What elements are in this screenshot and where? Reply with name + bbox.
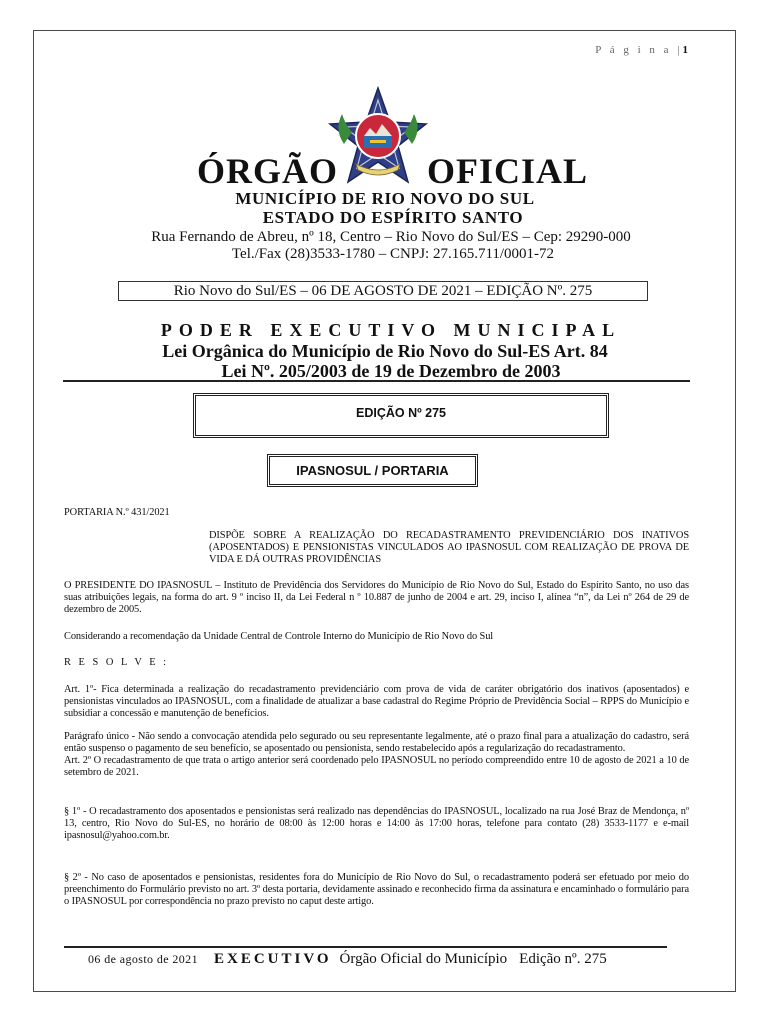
address-line: Rua Fernando de Abreu, nº 18, Centro – Rio Novo do Sul/ES – Cep: 29290-000	[151, 229, 631, 245]
considerando-paragraph: Considerando a recomendação da Unidade Central de Controle Interno do Município de Rio Novo do Sul	[64, 631, 494, 642]
page-label: P á g i n a |	[595, 44, 683, 56]
edition-date-box: Rio Novo do Sul/ES – 06 DE AGOSTO DE 2021 – EDIÇÃO Nº. 275	[118, 281, 648, 301]
coat-of-arms-emblem	[326, 86, 430, 190]
section-box: IPASNOSUL / PORTARIA	[267, 454, 478, 487]
section-2-paragraph: § 2º - No caso de aposentados e pensionistas, residentes fora do Município de Rio Novo do Sul, o recadastramento poderá ser efetuado por meio do preenchimento do Formulário previsto no art. 3º desta portaria, devidamente assinado e reconhecido firma da assinatura e encaminhado o formulário para o IPASNOSUL por correspondência no prazo previsto no caput deste artigo.	[64, 872, 689, 907]
page-footer	[88, 950, 607, 968]
footer-orgao: Órgão Oficial do Município	[339, 951, 508, 967]
section-1-paragraph: § 1º - O recadastramento dos aposentados e pensionistas será realizado nas dependências do IPASNOSUL, localizado na rua José Braz de Mendonça, nº 13, centro, Rio Novo do Sul-ES, no horário de 08:00 às 12:00 horas e 14:00 às 17:00 horas, telefone para contato (28) 3533-1177 e e-mail ipasnosul@yahoo.com.br.	[64, 806, 689, 841]
lei-organica-line: Lei Orgânica do Município de Rio Novo do Sul-ES Art. 84	[162, 341, 608, 361]
article-1-paragraph: Art. 1º- Fica determinada a realização do recadastramento previdenciário com prova de vida de caráter obrigatório dos inativos (aposentados) e pensionistas vinculados ao IPASNOSUL, com a finalidade de atualizar a base cadastral do Regime Próprio de Previdência Social – RPPS do Município e subsidiar a concessão e manutenção de benefícios.	[64, 684, 689, 719]
contact-line: Tel./Fax (28)3533-1780 – CNPJ: 27.165.711/0001-72	[231, 246, 555, 262]
article-1-sole-paragraph-block	[64, 731, 689, 779]
resolve-heading: R E S O L V E :	[64, 657, 169, 668]
lei-number-line: Lei Nº. 205/2003 de 19 de Dezembro de 2003	[221, 361, 561, 381]
municipio-heading: MUNICÍPIO DE RIO NOVO DO SUL	[235, 189, 535, 208]
poder-executivo-heading: PODER EXECUTIVO MUNICIPAL	[160, 320, 622, 340]
header-divider	[63, 380, 690, 382]
estado-heading: ESTADO DO ESPÍRITO SANTO	[262, 208, 524, 227]
article-2-paragraph: Art. 2º O recadastramento de que trata o artigo anterior será coordenado pelo IPASNOSUL no período compreendido entre 10 de agosto de 2021 a 10 de setembro de 2021.	[64, 755, 689, 778]
edition-box: EDIÇÃO Nº 275	[193, 393, 609, 438]
footer-edicao: Edição nº. 275	[519, 951, 607, 967]
footer-executivo: EXECUTIVO	[213, 951, 332, 967]
footer-divider	[64, 946, 667, 948]
masthead-title-right: OFICIAL	[427, 151, 589, 191]
preamble-paragraph: O PRESIDENTE DO IPASNOSUL – Instituto de Previdência dos Servidores do Município de Rio Novo do Sul, Estado do Espírito Santo, no uso das suas atribuições legais, na forma do art. 9 º inciso II, da Lei Federal n º 10.887 de junho de 2004 e art. 29, inciso I, alínea “n”, da Lei nº 264 de 29 de dezembro de 2005.	[64, 580, 689, 615]
footer-date: 06 de agosto de 2021	[88, 952, 198, 966]
page-number-value: 1	[682, 44, 688, 56]
page-number	[595, 44, 688, 56]
portaria-number: PORTARIA N.º 431/2021	[64, 507, 170, 518]
sole-paragraph: Parágrafo único - Não sendo a convocação atendida pelo segurado ou seu representante legalmente, até o prazo final para a atualização do cadastro, será então suspenso o pagamento de seu benefício, se aposentado ou pensionista, sendo restabelecido após a regularização do recadastramento.	[64, 731, 689, 754]
portaria-ementa: DISPÕE SOBRE A REALIZAÇÃO DO RECADASTRAMENTO PREVIDENCIÁRIO DOS INATIVOS (APOSENTADOS) E PENSIONISTAS VINCULADOS AO IPASNOSUL COM REALIZAÇÃO DE PROVA DE VIDA E DÁ OUTRAS PROVIDÊNCIAS	[209, 530, 689, 565]
masthead-title-left: ÓRGÃO	[197, 151, 339, 191]
